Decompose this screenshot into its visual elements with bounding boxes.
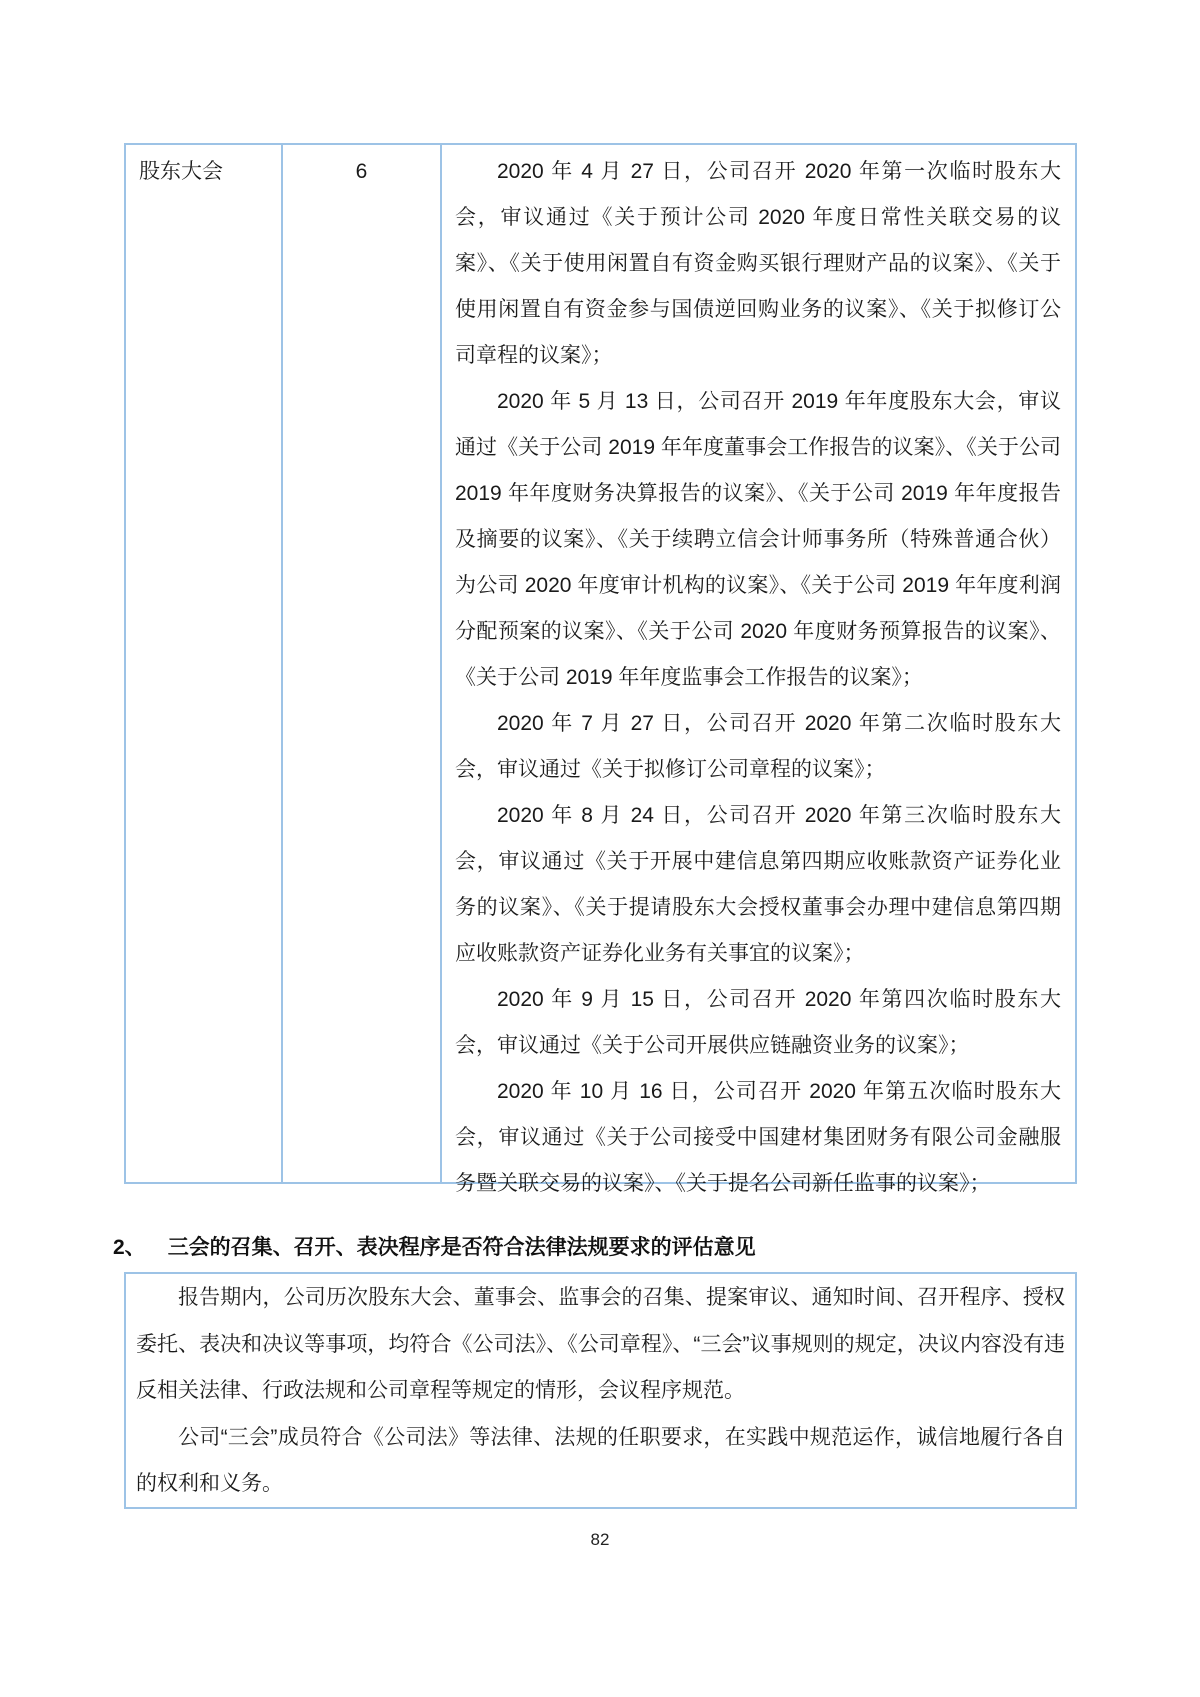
meeting-paragraph: 2020 年 4 月 27 日，公司召开 2020 年第一次临时股东大会，审议通过《关于预计公司 2020 年度日常性关联交易的议案》、《关于使用闲置自有资金购买银行理财产品的议案》、《关于使用闲置自有资金参与国债逆回购业务的议案》、《关于拟修订公司章程的议案》； xyxy=(455,160,1061,367)
meeting-paragraph: 2020 年 9 月 15 日，公司召开 2020 年第四次临时股东大会，审议通过《关于公司开展供应链融资业务的议案》； xyxy=(455,988,1061,1057)
cell-meeting-count: 6 xyxy=(283,145,442,1182)
meeting-paragraph: 2020 年 7 月 27 日，公司召开 2020 年第二次临时股东大会，审议通过《关于拟修订公司章程的议案》； xyxy=(455,712,1061,781)
meeting-paragraph: 2020 年 10 月 16 日，公司召开 2020 年第五次临时股东大会，审议通过《关于公司接受中国建材集团财务有限公司金融服务暨关联交易的议案》、《关于提名公司新任监事的议案》； xyxy=(455,1080,1061,1195)
cell-meeting-details xyxy=(442,145,1075,1195)
assessment-paragraph: 报告期内，公司历次股东大会、董事会、监事会的召集、提案审议、通知时间、召开程序、授权委托、表决和决议等事项，均符合《公司法》、《公司章程》、“三会”议事规则的规定，决议内容没有违反相关法律、行政法规和公司章程等规定的情形，会议程序规范。 xyxy=(136,1286,1065,1402)
meeting-paragraph: 2020 年 5 月 13 日，公司召开 2019 年年度股东大会，审议通过《关于公司 2019 年年度董事会工作报告的议案》、《关于公司 2019 年年度财务决算报告的议案》、《关于公司 2019 年年度报告及摘要的议案》、《关于续聘立信会计师事务所（特殊普通合伙）为公司 2020 年度审计机构的议案》、《关于公司 2019 年年度利润分配预案的议案》、《关于公司 2020 年度财务预算报告的议案》、《关于公司 2019 年年度监事会工作报告的议案》； xyxy=(455,390,1061,689)
heading-text: 三会的召集、召开、表决程序是否符合法律法规要求的评估意见 xyxy=(167,1236,756,1259)
page-number: 82 xyxy=(590,1530,610,1549)
meetings-table xyxy=(124,143,1077,1195)
cell-meeting-type: 股东大会 xyxy=(126,145,283,1182)
meeting-paragraph: 2020 年 8 月 24 日，公司召开 2020 年第三次临时股东大会，审议通过《关于开展中建信息第四期应收账款资产证券化业务的议案》、《关于提请股东大会授权董事会办理中建信息第四期应收账款资产证券化业务有关事宜的议案》； xyxy=(455,804,1061,965)
assessment-paragraph: 公司“三会”成员符合《公司法》等法律、法规的任职要求，在实践中规范运作，诚信地履行各自的权利和义务。 xyxy=(136,1425,1065,1495)
section-heading xyxy=(113,1231,1093,1261)
assessment-box xyxy=(124,1272,1077,1509)
heading-number: 2、 xyxy=(113,1236,146,1259)
